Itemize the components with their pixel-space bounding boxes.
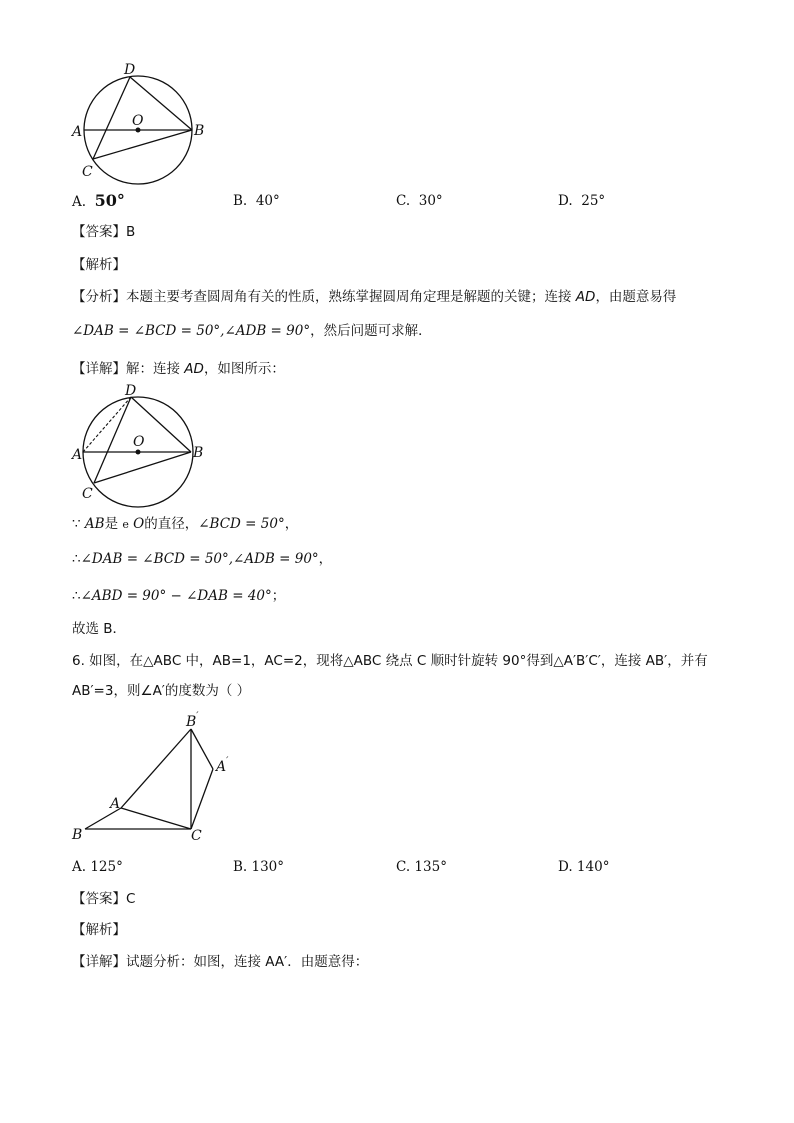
fenxi-ad: AD: [575, 289, 596, 305]
option-letter: C.: [396, 193, 411, 209]
label-c: C: [191, 828, 202, 844]
proof-formula: ∠DAB = ∠BCD = 50°,∠ADB = 90°: [80, 551, 319, 567]
q5-answer: [72, 223, 135, 241]
xiangjie-text: ，如图所示：: [203, 361, 285, 377]
fenxi-text: ，然后问题可求解．: [310, 323, 432, 339]
label-b-prime: B′: [186, 711, 199, 730]
q6-answer: [72, 890, 135, 908]
q5-option-d: [558, 193, 605, 209]
segment-ac: [121, 808, 191, 829]
xiangjie-text: 解：连接: [126, 361, 180, 377]
label-a: A: [72, 124, 83, 140]
option-letter: A.: [72, 194, 87, 210]
label-b: B: [193, 445, 204, 461]
label-c: C: [82, 486, 93, 502]
therefore-symbol: ∴: [72, 551, 81, 567]
proof-text: ；: [271, 588, 286, 604]
proof-text: ，: [318, 551, 333, 567]
proof-text: 的直径，: [144, 516, 199, 532]
proof-formula: ∠BCD = 50°: [198, 516, 285, 532]
q5-fenxi-line2: [72, 322, 432, 340]
option-value: 30°: [418, 193, 443, 209]
segment-dc: [93, 77, 130, 159]
fenxi-tag: 【分析】: [72, 289, 126, 305]
label-c: C: [82, 164, 93, 180]
figure-circle-1: [60, 55, 240, 190]
therefore-symbol: ∴: [72, 588, 81, 604]
label-a: A: [72, 447, 83, 463]
label-a-prime: A′: [216, 756, 229, 775]
option-value: 40°: [255, 193, 280, 209]
q5-option-c: [396, 193, 443, 209]
q6-option-c: C. 135°: [396, 859, 447, 875]
option-letter: B.: [233, 193, 248, 209]
xiangjie-tag: 【详解】: [72, 954, 126, 970]
center-point: [136, 450, 141, 455]
option-value: 25°: [581, 193, 606, 209]
xiangjie-text: 试题分析：如图，连接 AA′．由题意得：: [126, 954, 369, 970]
proof-text: ，: [284, 516, 299, 532]
q6-question-line1: 6. 如图，在△ABC 中，AB=1，AC=2，现将△ABC 绕点 C 顺时针旋转 90°得到△A′B′C′，连接 AB′，并有: [72, 653, 708, 669]
segment-a-prime-c: [191, 769, 213, 829]
because-symbol: ∵: [72, 516, 81, 532]
label-o: O: [133, 434, 145, 450]
label-d: D: [125, 383, 137, 399]
segment-dc: [94, 397, 131, 483]
segment-cb: [94, 452, 191, 483]
label-b: B: [72, 827, 83, 843]
figure-circle-2: [60, 380, 240, 515]
option-value: 50°: [94, 191, 125, 210]
label-o: O: [132, 113, 144, 129]
q6-analysis-tag: 【解析】: [72, 922, 126, 938]
answer-value: B: [126, 224, 136, 240]
q5-option-a: [72, 191, 125, 210]
proof-text: 是: [104, 516, 119, 532]
segment-b-prime-a-prime: [191, 729, 213, 769]
answer-tag: 【答案】: [72, 224, 126, 240]
xiangjie-ad: AD: [184, 361, 204, 377]
fenxi-text: ，由题意易得: [595, 289, 677, 305]
point-o: O: [133, 516, 145, 532]
q5-xiangjie-line: [72, 360, 285, 378]
q5-option-b: [233, 193, 280, 209]
q6-option-a: A. 125°: [72, 859, 123, 875]
label-d: D: [124, 62, 136, 78]
xiangjie-tag: 【详解】: [72, 361, 126, 377]
option-letter: D.: [558, 193, 573, 209]
q5-proof-line3: [72, 587, 285, 605]
q6-xiangjie-line: [72, 953, 368, 971]
fenxi-formula: ∠DAB = ∠BCD = 50°,∠ADB = 90°: [72, 323, 311, 339]
label-a: A: [110, 796, 121, 812]
circle-symbol: e: [122, 518, 129, 531]
q6-option-d: D. 140°: [558, 859, 610, 875]
figure-triangle-rotation: [60, 705, 260, 850]
q6-option-b: B. 130°: [233, 859, 285, 875]
q6-question-line2: AB′=3，则∠A′的度数为（ ）: [72, 683, 251, 699]
segment-ab: AB: [84, 516, 105, 532]
fenxi-text: 本题主要考查圆周角有关的性质，熟练掌握圆周角定理是解题的关键；连接: [126, 289, 572, 305]
answer-value: C: [126, 891, 136, 907]
q5-conclusion: 故选 B．: [72, 621, 127, 637]
q5-fenxi-line1: [72, 288, 676, 306]
label-b: B: [194, 123, 205, 139]
proof-formula: ∠ABD = 90° − ∠DAB = 40°: [80, 588, 272, 604]
q5-proof-line1: [72, 515, 298, 534]
q5-proof-line2: [72, 550, 332, 568]
segment-ab-prime: [121, 729, 191, 808]
segment-cb: [93, 130, 192, 159]
answer-tag: 【答案】: [72, 891, 126, 907]
q5-analysis-tag: 【解析】: [72, 257, 126, 273]
